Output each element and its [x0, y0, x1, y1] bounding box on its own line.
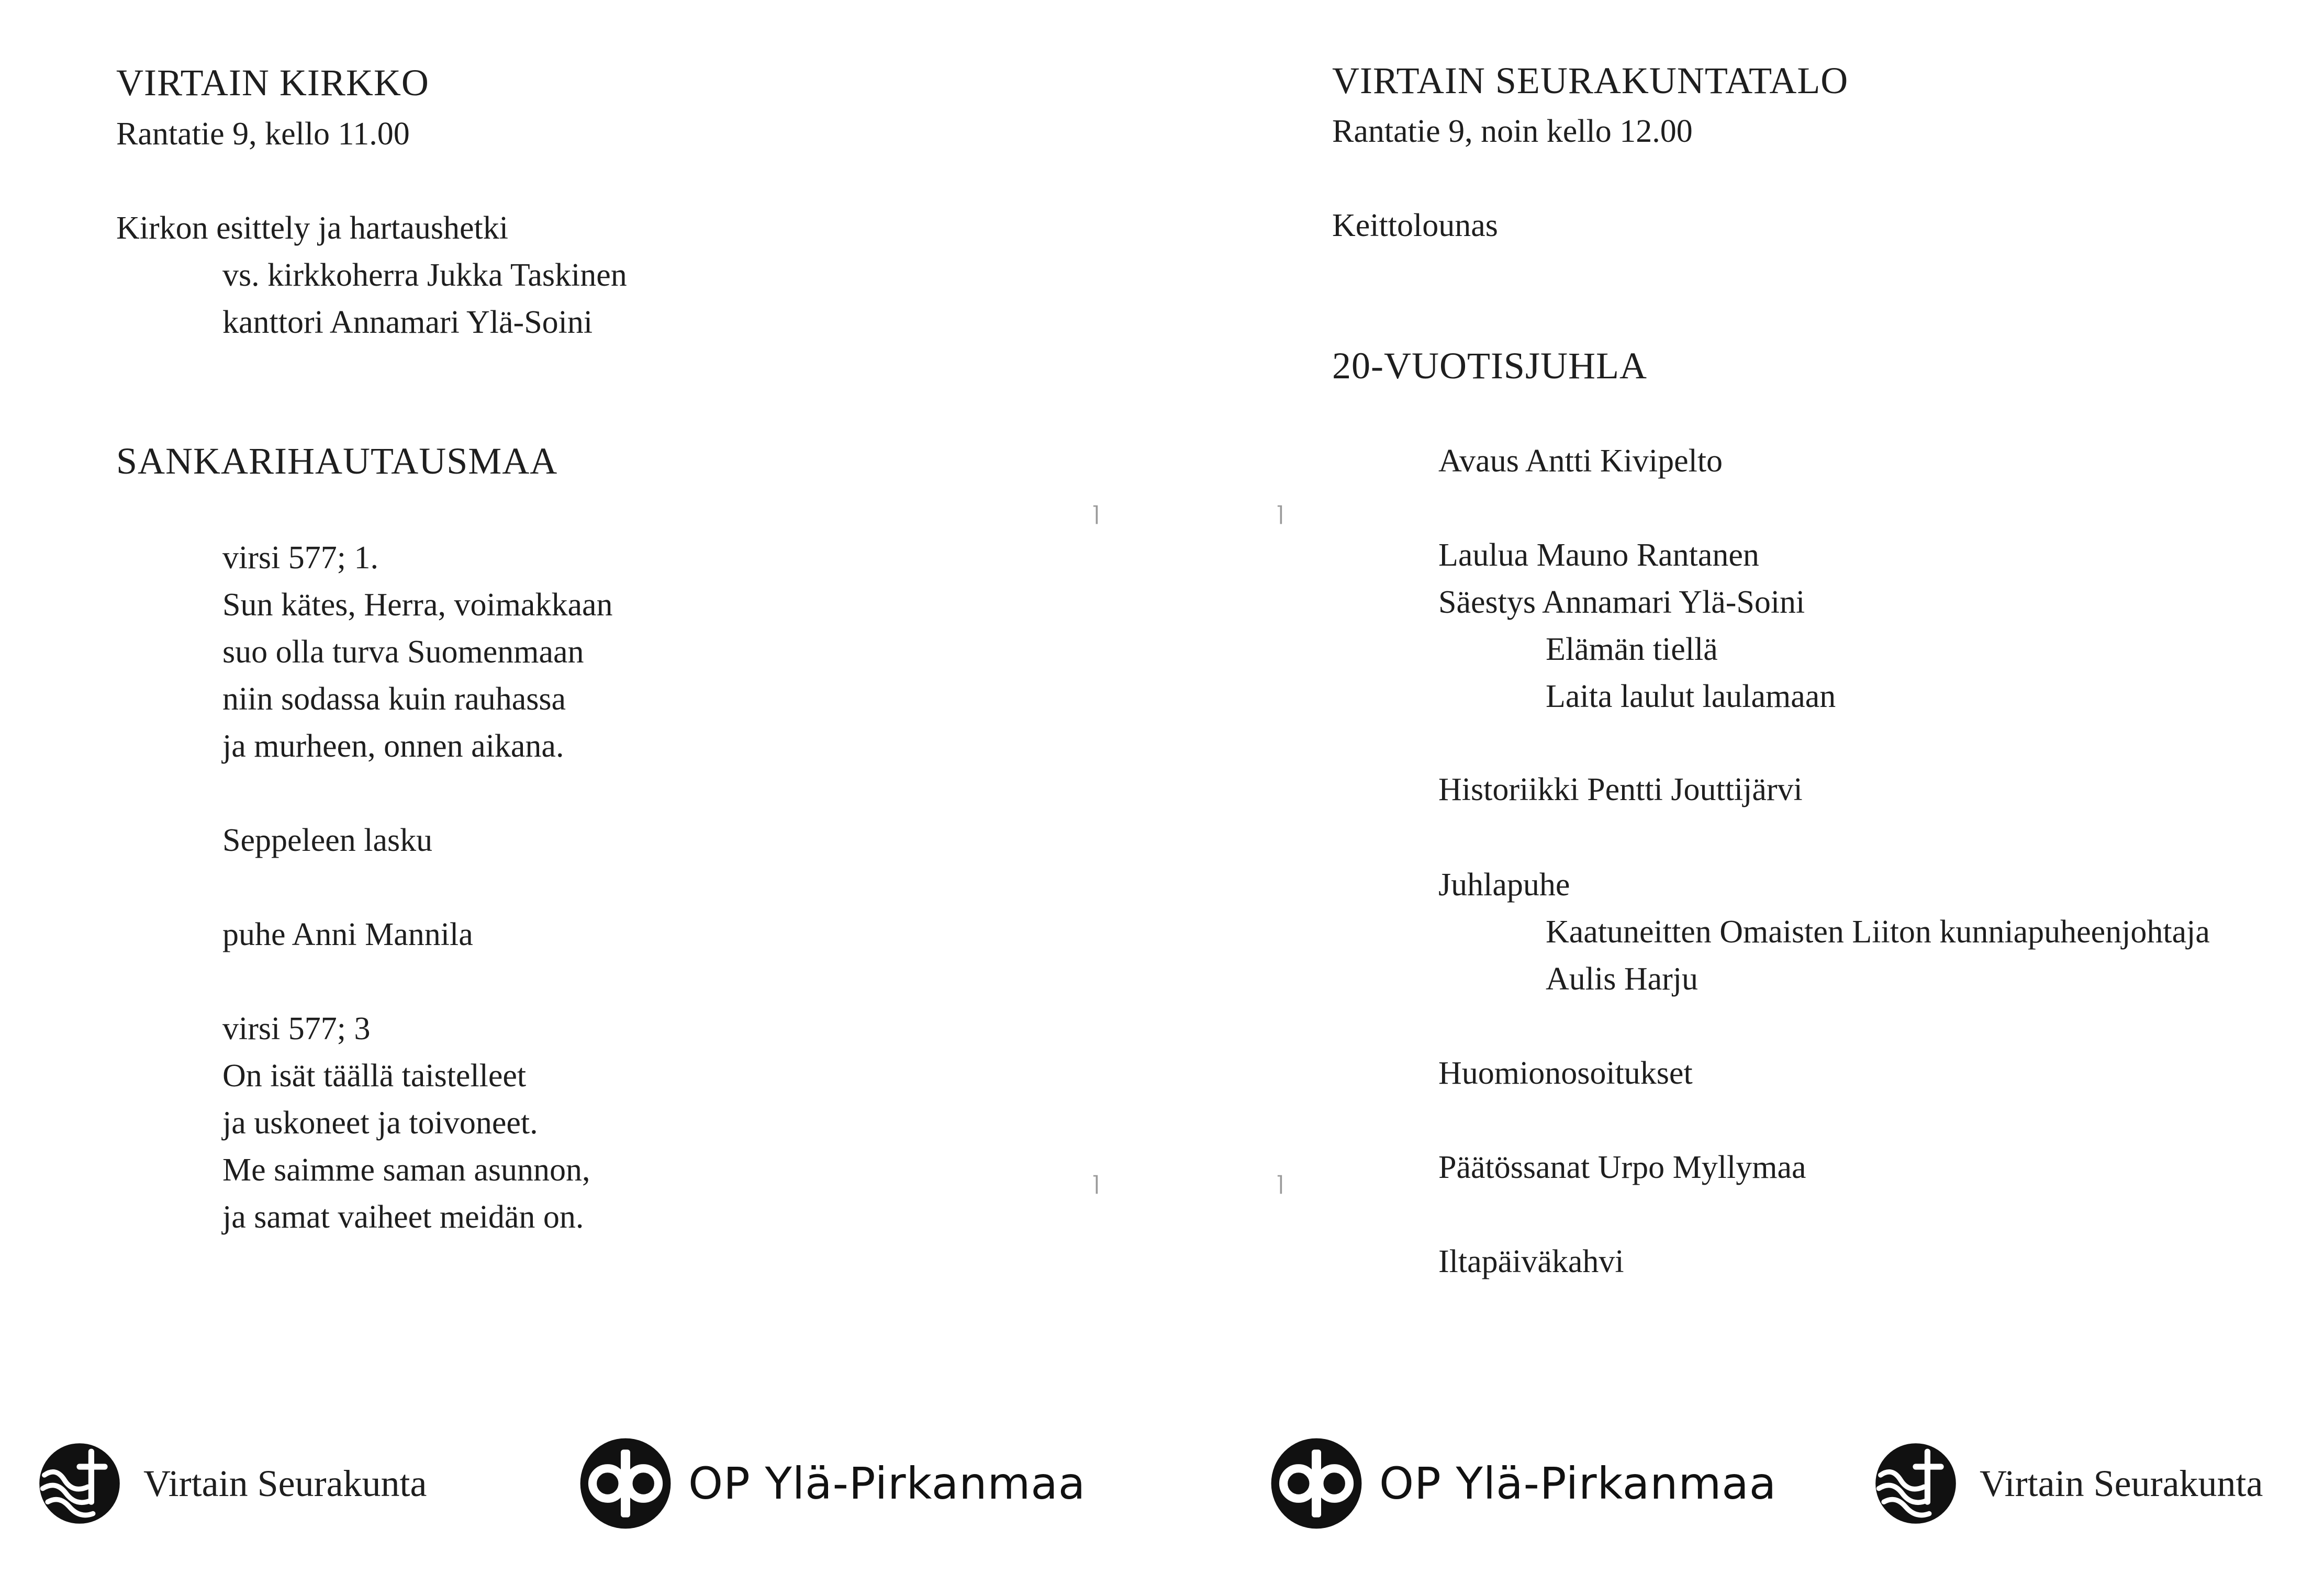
program-closing: Päätössanat Urpo Myllymaa [1438, 1150, 1806, 1185]
parish-logo-right [1874, 1434, 2263, 1533]
church-intro: Kirkon esittely ja hartaushetki [116, 210, 508, 246]
cemetery-heading: SANKARIHAUTAUSMAA [116, 440, 558, 482]
op-bank-icon [578, 1436, 673, 1531]
speaker-role: Kaatuneitten Omaisten Liiton kunniapuheenjohtaja [1546, 914, 2210, 950]
bank-logo-left [578, 1434, 1086, 1533]
bank-name: OP Ylä-Pirkanmaa [688, 1458, 1086, 1509]
program-history: Historiikki Pentti Jouttijärvi [1438, 772, 1803, 807]
hymn2-line: ja uskoneet ja toivoneet. [222, 1105, 538, 1141]
soup-lunch: Keittolounas [1332, 208, 1498, 243]
hymn2-line: On isät täällä taistelleet [222, 1058, 527, 1094]
hymn1-line: niin sodassa kuin rauhassa [222, 681, 566, 717]
program-honours: Huomionosoitukset [1438, 1055, 1693, 1091]
hymn1-line: Sun kätes, Herra, voimakkaan [222, 587, 613, 623]
fold-mark: ⌉ [1276, 502, 1284, 526]
hymn1-line: suo olla turva Suomenmaan [222, 634, 584, 670]
parish-name: Virtain Seurakunta [1980, 1462, 2263, 1504]
program-coffee: Iltapäiväkahvi [1438, 1244, 1624, 1279]
parish-logo-left [38, 1434, 427, 1533]
anniversary-heading: 20-VUOTISJUHLA [1332, 345, 1647, 387]
wreath-laying: Seppeleen lasku [222, 823, 433, 858]
song-title: Laita laulut laulamaan [1546, 679, 1836, 714]
bank-logo-right [1269, 1434, 1776, 1533]
speaker-name: Aulis Harju [1546, 961, 1699, 997]
hymn1-line: ja murheen, onnen aikana. [222, 728, 564, 764]
parish-hall-heading: VIRTAIN SEURAKUNTATALO [1332, 60, 1849, 102]
intro-person-cantor: kanttori Annamari Ylä-Soini [222, 305, 593, 340]
intro-person-vicar: vs. kirkkoherra Jukka Taskinen [222, 257, 627, 293]
program-speech-title: Juhlapuhe [1438, 867, 1570, 903]
church-heading: VIRTAIN KIRKKO [116, 62, 429, 104]
op-bank-icon [1269, 1436, 1364, 1531]
hymn2-line: ja samat vaiheet meidän on. [222, 1199, 584, 1235]
hymn1-reference: virsi 577; 1. [222, 540, 378, 576]
parish-cross-waves-icon [38, 1442, 121, 1525]
program-opening: Avaus Antti Kivipelto [1438, 443, 1723, 479]
parish-name: Virtain Seurakunta [143, 1462, 427, 1504]
parish-hall-address: Rantatie 9, noin kello 12.00 [1332, 114, 1693, 149]
program-singing: Laulua Mauno Rantanen [1438, 537, 1759, 573]
hymn2-reference: virsi 577; 3 [222, 1011, 371, 1047]
bank-name: OP Ylä-Pirkanmaa [1379, 1458, 1777, 1509]
hymn2-line: Me saimme saman asunnon, [222, 1152, 590, 1188]
song-title: Elämän tiellä [1546, 632, 1718, 667]
fold-mark: ⌉ [1276, 1172, 1284, 1196]
cemetery-speech: puhe Anni Mannila [222, 917, 473, 952]
church-address: Rantatie 9, kello 11.00 [116, 116, 410, 152]
fold-mark: ⌉ [1091, 502, 1100, 526]
fold-mark: ⌉ [1091, 1172, 1100, 1196]
parish-cross-waves-icon [1874, 1442, 1958, 1525]
program-accompaniment: Säestys Annamari Ylä-Soini [1438, 584, 1805, 620]
